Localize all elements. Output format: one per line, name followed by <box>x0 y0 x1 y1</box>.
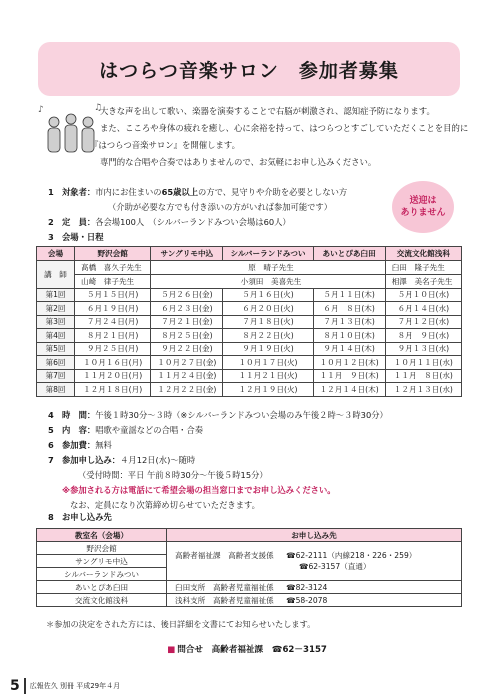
session-label: 第5回 <box>37 342 75 356</box>
section-eligibility <box>48 185 347 215</box>
section-application <box>48 453 336 513</box>
title-banner <box>38 42 460 96</box>
page-number: 5 <box>10 678 26 694</box>
session-date: １１月２０日(月) <box>75 369 151 383</box>
teacher-label: 講 師 <box>37 260 75 288</box>
badge-line: ありません <box>400 208 446 218</box>
office-cell <box>167 594 462 607</box>
schedule-row <box>37 288 462 302</box>
session-label: 第7回 <box>37 369 75 383</box>
session-label: 第4回 <box>37 329 75 343</box>
session-date: ７月１３日(木) <box>313 315 385 329</box>
header-cell: シルバーランドみつい <box>223 247 313 261</box>
session-date: ５月２６日(金) <box>151 288 223 302</box>
section-capacity <box>48 215 291 230</box>
header-cell: 交流文化館浅科 <box>385 247 461 261</box>
header-cell: 教室名（会場） <box>37 529 167 542</box>
session-date: ７月１８日(火) <box>223 315 313 329</box>
session-date: １０月２７日(金) <box>151 356 223 370</box>
section-label: 時 間： <box>62 410 96 420</box>
phone-number: ☎62-3157（直通） <box>299 562 371 571</box>
office-name: 浅科支所 高齢者児童福祉係 <box>175 595 274 605</box>
inquiry-line <box>0 643 494 655</box>
section-text: ４月12日(水)～随時 <box>120 455 196 465</box>
session-date: ９月１３日(水) <box>385 342 461 356</box>
session-date: １２月１４日(木) <box>313 383 385 397</box>
venue-name: サングリモ中込 <box>37 555 167 568</box>
venue-name: あいとぴあ臼田 <box>37 581 167 594</box>
session-label: 第3回 <box>37 315 75 329</box>
phone-application-note: ※参加される方は電話にて希望会場の担当窓口までお申し込みください。 <box>62 485 336 495</box>
office-cell <box>167 581 462 594</box>
section-label: 定 員： <box>62 217 96 227</box>
session-date: ５月１０日(水) <box>385 288 461 302</box>
publication-name: 広報佐久 別冊 平成29年４月 <box>29 682 121 690</box>
session-date: ５月１１日(木) <box>313 288 385 302</box>
section-number: 6 <box>48 440 54 450</box>
section-number: 4 <box>48 410 54 420</box>
section-schedule <box>48 230 104 245</box>
session-date: １２月１９日(火) <box>223 383 313 397</box>
session-date: １０月１７日(火) <box>223 356 313 370</box>
section-number: 8 <box>48 512 54 522</box>
session-date: ８月２２日(火) <box>223 329 313 343</box>
session-date: ８月 ９日(水) <box>385 329 461 343</box>
section-contact <box>48 510 112 525</box>
section-label: お申し込み先 <box>62 512 112 522</box>
session-date: ６月１４日(水) <box>385 302 461 316</box>
contact-header-row <box>37 529 462 542</box>
section-subtext: （介助が必要な方でも付き添いの方がいれば参加可能です） <box>108 202 333 212</box>
venue-name: シルバーランドみつい <box>37 568 167 581</box>
section-fee <box>48 438 112 453</box>
section-number: 7 <box>48 455 54 465</box>
music-note-icon: ♫ <box>94 103 103 113</box>
session-date: １１月 ８日(水) <box>385 369 461 383</box>
phone-number: ☎82-3124 <box>286 582 328 592</box>
teacher-row <box>37 260 462 288</box>
venue-name: 野沢会館 <box>37 542 167 555</box>
intro-text <box>90 103 470 171</box>
session-date: ６月２０日(火) <box>223 302 313 316</box>
session-date: ７月２４日(月) <box>75 315 151 329</box>
session-date: ９月２５日(月) <box>75 342 151 356</box>
schedule-header-row <box>37 247 462 261</box>
intro-paragraph: 大きな声を出して歌い、楽器を演奏することで右脳が刺激され、認知症予防になります。 <box>100 106 435 116</box>
session-date: １０月１２日(木) <box>313 356 385 370</box>
session-date: ９月１９日(火) <box>223 342 313 356</box>
section-text: の方で、見守りや介助を必要としない方 <box>198 187 348 197</box>
section-number: 2 <box>48 217 54 227</box>
teacher-cell <box>75 260 151 288</box>
session-date: １０月１１日(水) <box>385 356 461 370</box>
reception-hours: （受付時間：平日 午前８時30分～午後５時15分） <box>78 470 268 480</box>
section-label: 内 容： <box>62 425 96 435</box>
section-text: 午後１時30分～３時（※シルバーランドみつい会場のみ午後２時～３時30分） <box>95 410 388 420</box>
phone-number: ☎58-2078 <box>286 595 328 605</box>
section-text: 唱歌や童謡などの合唱・合奏 <box>95 425 204 435</box>
schedule-row <box>37 369 462 383</box>
section-time <box>48 408 388 423</box>
session-date: １１月２４日(金) <box>151 369 223 383</box>
music-note-icon: ♪ <box>38 105 44 115</box>
contact-table <box>36 528 462 607</box>
teacher-name: 原 晴子先生 <box>248 262 294 272</box>
section-number: 1 <box>48 187 54 197</box>
section-text: 各会場100人 （シルバーランドみつい会場は60人） <box>95 217 291 227</box>
inquiry-text: 問合せ 高齢者福祉課 ☎62－3157 <box>177 645 327 655</box>
schedule-row <box>37 383 462 397</box>
square-marker-icon: ■ <box>167 645 176 655</box>
teacher-name: 臼田 隆子先生 <box>391 262 445 272</box>
main-office-cell <box>167 542 462 581</box>
session-label: 第8回 <box>37 383 75 397</box>
section-content <box>48 423 203 438</box>
teacher-name: 山崎 律子先生 <box>75 274 150 288</box>
section-label: 対象者： <box>62 187 96 197</box>
capacity-note: なお、定員になり次第締め切らせていただきます。 <box>70 500 260 510</box>
session-date: １０月１６日(月) <box>75 356 151 370</box>
schedule-row <box>37 302 462 316</box>
session-date: ５月１６日(火) <box>223 288 313 302</box>
session-date: ６月 ８日(木) <box>313 302 385 316</box>
header-cell: あいとぴあ臼田 <box>313 247 385 261</box>
session-label: 第2回 <box>37 302 75 316</box>
venue-name: 交流文化館浅科 <box>37 594 167 607</box>
page-footer <box>10 678 120 694</box>
session-date: ６月１９日(月) <box>75 302 151 316</box>
session-date: １２月１３日(水) <box>385 383 461 397</box>
schedule-row <box>37 342 462 356</box>
section-label: 参加費： <box>62 440 96 450</box>
teacher-name: 相澤 美名子先生 <box>386 274 461 288</box>
no-transport-badge <box>392 181 454 233</box>
session-label: 第1回 <box>37 288 75 302</box>
session-date: ６月２３日(金) <box>151 302 223 316</box>
teacher-name: 小須田 美喜先生 <box>151 274 384 288</box>
intro-paragraph: また、こころや身体の疲れを癒し、心に余裕を持って、はつらつとすごしていただくことを目的に『はつらつ音楽サロン』を開催します。 <box>90 123 469 150</box>
session-date: ８月２５日(金) <box>151 329 223 343</box>
header-cell: 会場 <box>37 247 75 261</box>
session-date: ５月１５日(月) <box>75 288 151 302</box>
teacher-cell <box>151 260 385 288</box>
contact-row <box>37 594 462 607</box>
notification-note: ＊参加の決定をされた方には、後日詳細を文書にてお知らせいたします。 <box>46 619 316 629</box>
section-label: 参加申し込み： <box>62 455 121 465</box>
schedule-row <box>37 329 462 343</box>
office-name: 臼田支所 高齢者児童福祉係 <box>175 582 274 592</box>
session-date: ９月２２日(金) <box>151 342 223 356</box>
session-date: １２月１８日(月) <box>75 383 151 397</box>
schedule-table <box>36 246 462 397</box>
section-label: 会場・日程 <box>62 232 104 242</box>
session-date: ８月１０日(木) <box>313 329 385 343</box>
contact-row <box>37 581 462 594</box>
teacher-name: 髙橋 喜久子先生 <box>81 262 142 272</box>
section-number: 3 <box>48 232 54 242</box>
section-number: 5 <box>48 425 54 435</box>
schedule-row <box>37 315 462 329</box>
phone-number: ☎62-2111（内線218・226・259） <box>286 551 417 560</box>
page-title: はつらつ音楽サロン 参加者募集 <box>99 59 399 82</box>
session-date: ７月１２日(水) <box>385 315 461 329</box>
header-cell: 野沢会館 <box>75 247 151 261</box>
session-date: １１月 ９日(木) <box>313 369 385 383</box>
age-requirement: 65歳以上 <box>161 187 199 197</box>
section-text: 市内にお住まいの <box>95 187 162 197</box>
session-date: ７月２１日(金) <box>151 315 223 329</box>
intro-paragraph: 専門的な合唱や合奏ではありませんので、お気軽にお申し込みください。 <box>100 157 377 167</box>
session-date: ８月２１日(月) <box>75 329 151 343</box>
session-date: ９月１４日(木) <box>313 342 385 356</box>
badge-line: 送迎は <box>409 196 437 206</box>
teacher-cell <box>385 260 461 288</box>
header-cell: サングリモ中込 <box>151 247 223 261</box>
session-date: １１月２１日(火) <box>223 369 313 383</box>
schedule-row <box>37 356 462 370</box>
session-date: １２月２２日(金) <box>151 383 223 397</box>
contact-row <box>37 542 462 555</box>
header-cell: お申し込み先 <box>167 529 462 542</box>
office-name: 高齢者福祉課 高齢者支援係 <box>175 551 274 560</box>
section-text: 無料 <box>95 440 112 450</box>
session-label: 第6回 <box>37 356 75 370</box>
